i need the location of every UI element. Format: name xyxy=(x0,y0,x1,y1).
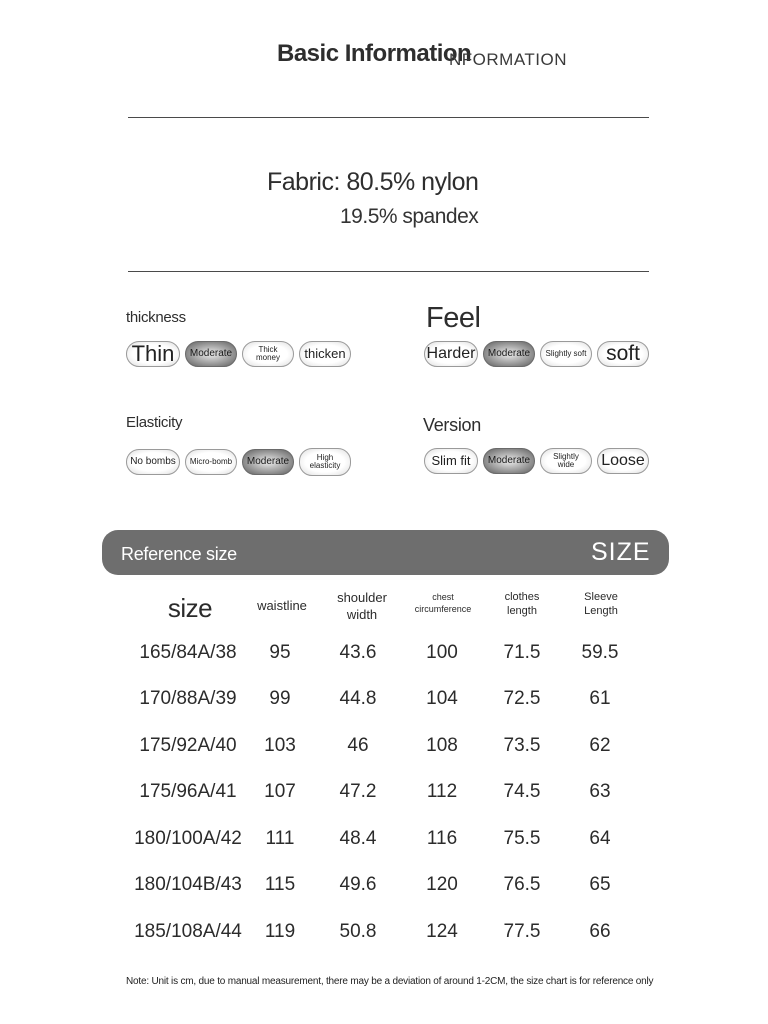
table-cell: 43.6 xyxy=(339,642,377,663)
table-cell: 44.8 xyxy=(339,688,377,709)
column-header-shoulder-width: shoulder width xyxy=(337,590,387,622)
table-cell: 75.5 xyxy=(503,828,541,849)
column-header-clothes-length: clothes length xyxy=(504,591,540,618)
thickness-option-thick-money: Thick money xyxy=(242,341,294,367)
table-cell: 61 xyxy=(589,688,611,709)
table-cell: 120 xyxy=(426,874,458,895)
column-header-chest-circumference: chest circumference xyxy=(414,592,472,614)
feel-option-moderate: Moderate xyxy=(483,341,535,367)
section-title: Basic Information xyxy=(277,40,472,67)
version-option-loose: Loose xyxy=(597,448,649,474)
table-cell: 111 xyxy=(265,828,295,849)
table-cell: 49.6 xyxy=(339,874,377,895)
feel-option-harder: Harder xyxy=(424,341,478,367)
table-cell: 112 xyxy=(426,781,458,802)
table-cell: 62 xyxy=(589,735,611,756)
table-cell: 180/104B/43 xyxy=(134,874,242,895)
table-cell: 74.5 xyxy=(503,781,541,802)
measurement-note: Note: Unit is cm, due to manual measurement, there may be a deviation of around 1-2CM, the size chart is for reference only xyxy=(126,976,654,987)
fabric-line-2: 19.5% spandex xyxy=(340,205,479,228)
table-cell: 72.5 xyxy=(503,688,541,709)
reference-size-label: Reference size xyxy=(121,544,237,564)
divider xyxy=(128,117,649,118)
table-cell: 175/96A/41 xyxy=(139,781,237,802)
elasticity-option-moderate: Moderate xyxy=(242,449,294,475)
version-label: Version xyxy=(423,415,481,435)
thickness-option-moderate: Moderate xyxy=(185,341,237,367)
table-cell: 108 xyxy=(426,735,458,756)
thickness-label: thickness xyxy=(126,309,186,326)
table-cell: 175/92A/40 xyxy=(139,735,237,756)
table-cell: 77.5 xyxy=(503,921,541,942)
table-cell: 71.5 xyxy=(503,642,541,663)
table-cell: 66 xyxy=(589,921,611,942)
table-cell: 47.2 xyxy=(339,781,377,802)
table-cell: 65 xyxy=(589,874,611,895)
elasticity-option-no-bombs: No bombs xyxy=(126,449,180,475)
table-cell: 50.8 xyxy=(339,921,377,942)
table-cell: 95 xyxy=(269,642,291,663)
thickness-options xyxy=(126,341,351,367)
feel-option-soft: soft xyxy=(597,341,649,367)
table-cell: 76.5 xyxy=(503,874,541,895)
table-cell: 59.5 xyxy=(581,642,619,663)
version-option-slim-fit: Slim fit xyxy=(424,448,478,474)
table-cell: 104 xyxy=(426,688,458,709)
column-header-sleeve-length: Sleeve Length xyxy=(584,591,618,618)
divider xyxy=(128,271,649,272)
table-cell: 99 xyxy=(269,688,291,709)
elasticity-option-micro-bomb: Micro-bomb xyxy=(185,449,237,475)
feel-label: Feel xyxy=(426,302,481,334)
elasticity-label: Elasticity xyxy=(126,414,183,431)
table-cell: 185/108A/44 xyxy=(134,921,242,942)
fabric-line-1: Fabric: 80.5% nylon xyxy=(267,168,479,196)
table-cell: 63 xyxy=(589,781,611,802)
table-cell: 165/84A/38 xyxy=(139,642,237,663)
elasticity-option-high-elasticity: High elasticity xyxy=(299,448,351,476)
elasticity-options xyxy=(126,448,351,476)
size-heading: SIZE xyxy=(591,538,651,566)
table-cell: 103 xyxy=(264,735,296,756)
table-cell: 46 xyxy=(347,735,369,756)
section-subtitle: NFORMATION xyxy=(449,50,568,69)
version-option-moderate: Moderate xyxy=(483,448,535,474)
table-cell: 107 xyxy=(264,781,296,802)
table-cell: 170/88A/39 xyxy=(139,688,237,709)
table-cell: 115 xyxy=(264,874,296,895)
feel-options xyxy=(424,341,649,367)
thickness-option-thin: Thin xyxy=(126,341,180,367)
table-cell: 124 xyxy=(426,921,458,942)
table-cell: 180/100A/42 xyxy=(134,828,242,849)
table-cell: 48.4 xyxy=(339,828,377,849)
column-header-waistline: waistline xyxy=(257,598,307,613)
table-cell: 100 xyxy=(426,642,458,663)
table-cell: 64 xyxy=(589,828,611,849)
version-options xyxy=(424,448,649,474)
table-cell: 119 xyxy=(264,921,296,942)
column-header-size: size xyxy=(167,593,213,623)
thickness-option-thicken: thicken xyxy=(299,341,351,367)
feel-option-slightly-soft: Slightly soft xyxy=(540,341,592,367)
version-option-slightly-wide: Slightly wide xyxy=(540,448,592,474)
table-cell: 73.5 xyxy=(503,735,541,756)
table-cell: 116 xyxy=(426,828,458,849)
